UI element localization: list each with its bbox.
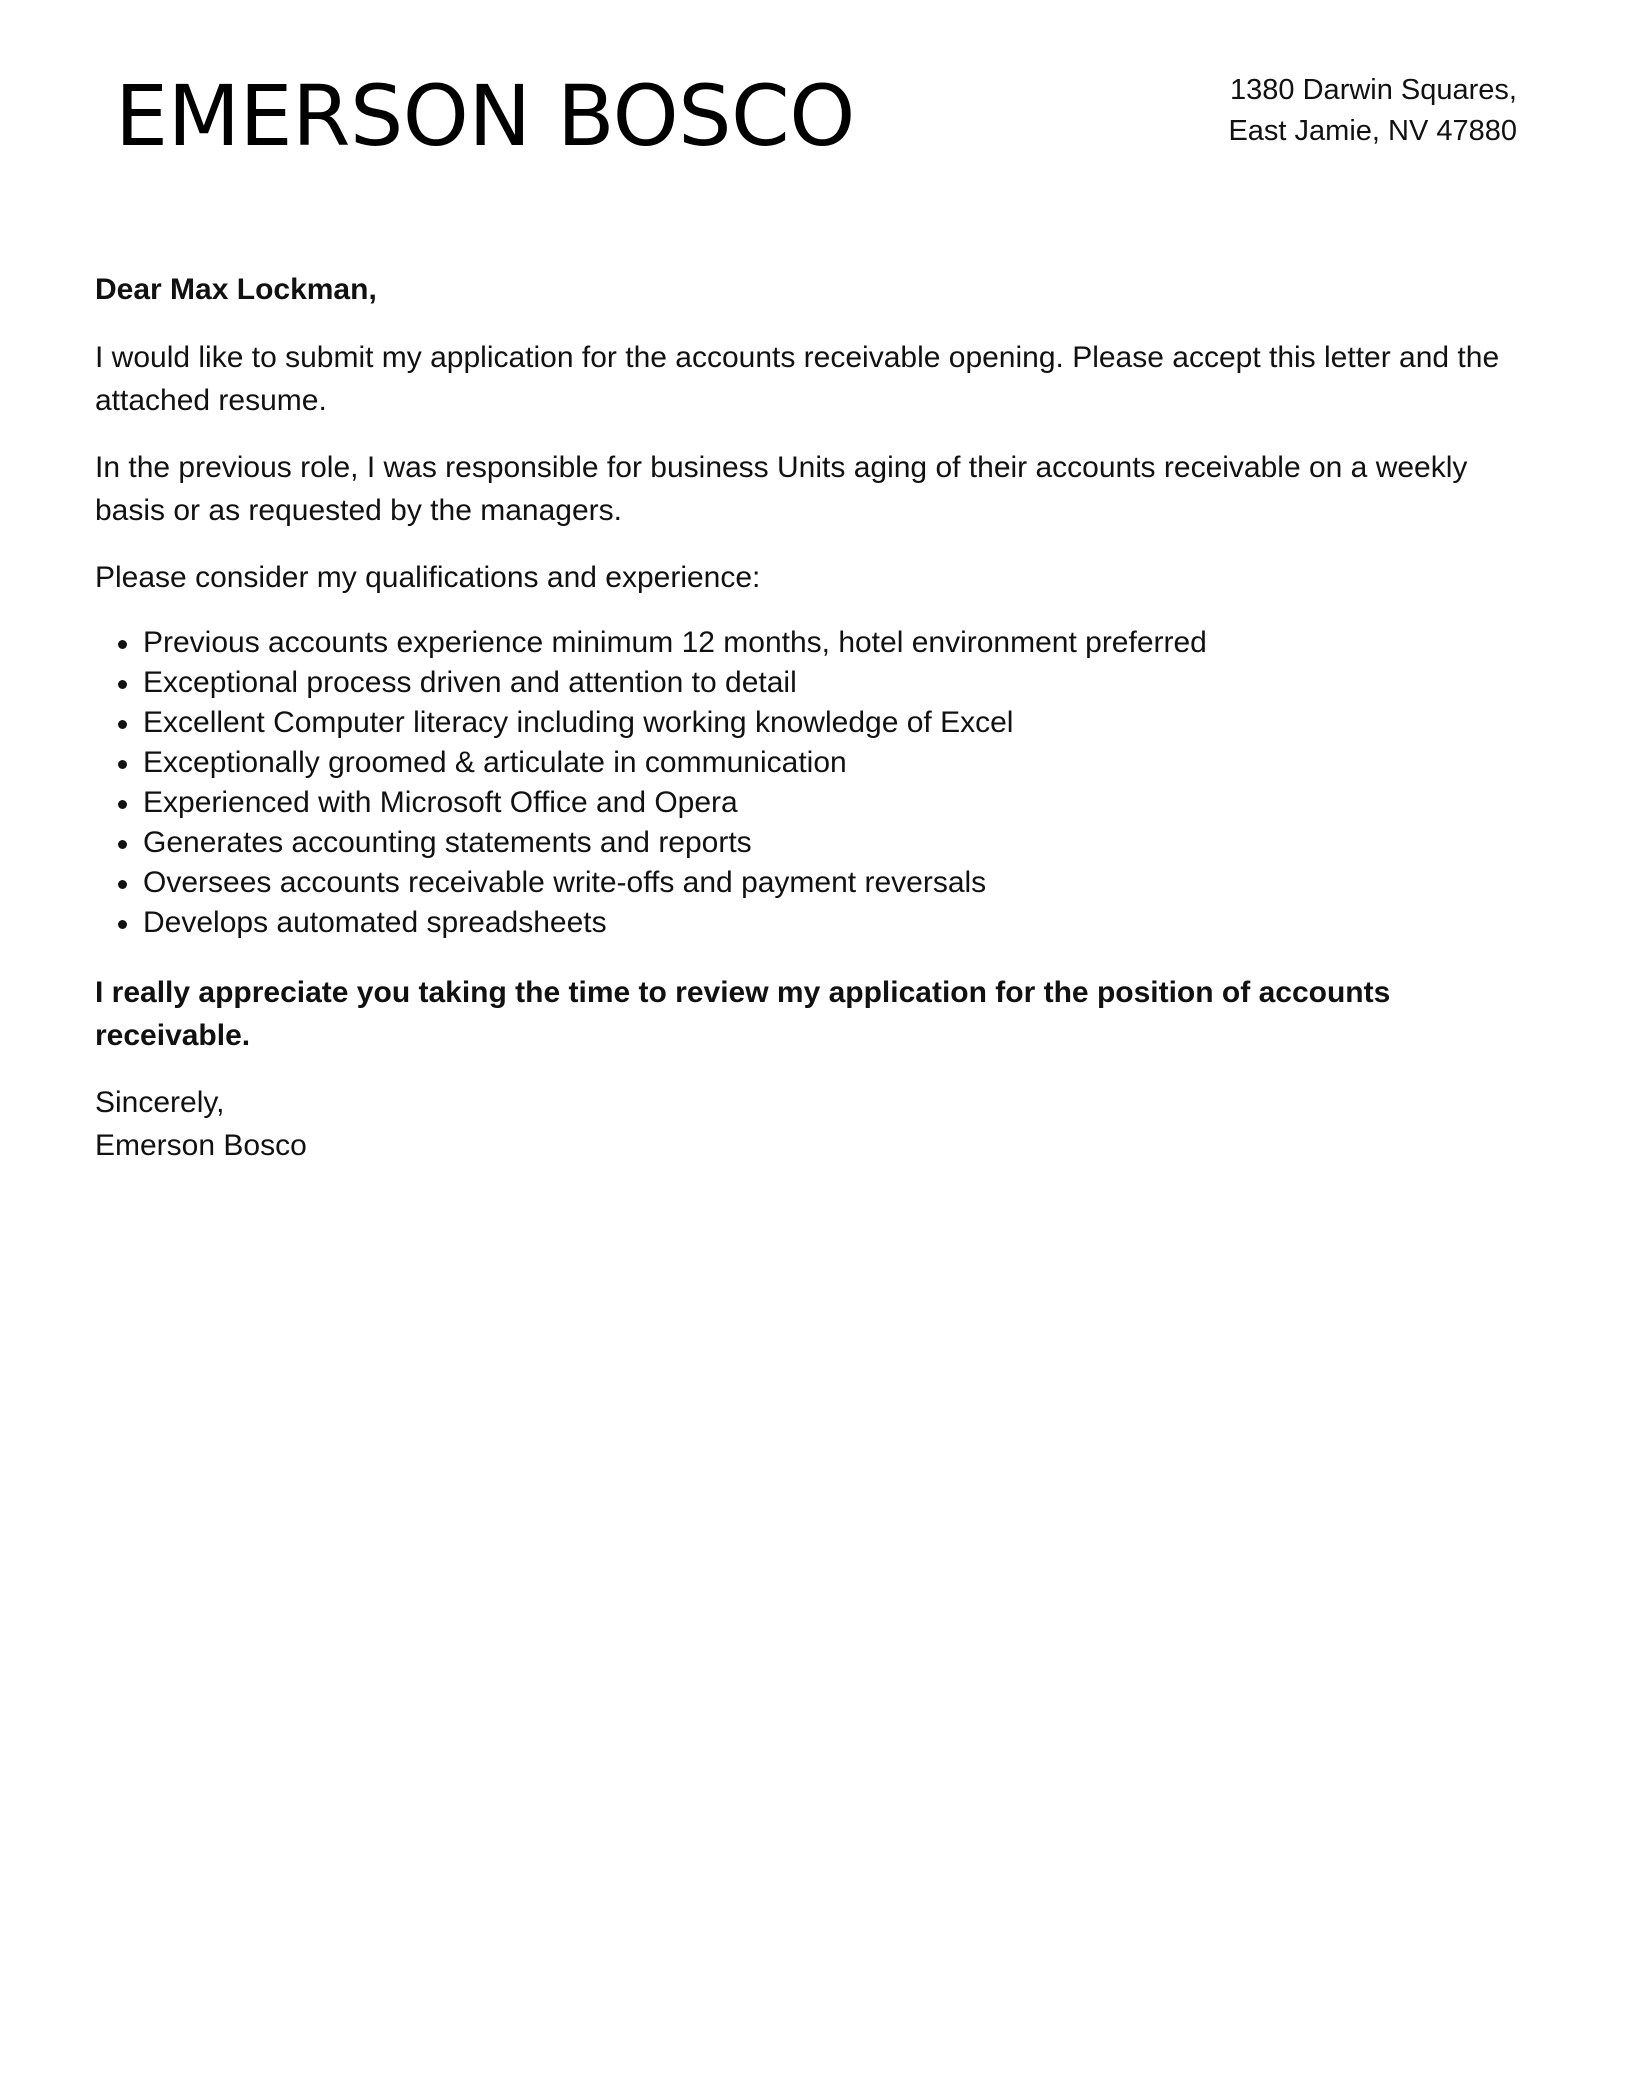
closing-statement: I really appreciate you taking the time to review my application for the position of accounts receivable.	[95, 976, 1391, 1052]
list-item	[95, 703, 1540, 743]
bullet-icon	[118, 760, 127, 769]
bullet-icon	[118, 880, 127, 889]
experience-paragraph: In the previous role, I was responsible for business Units aging of their accounts receivable on a weekly basis or as requested by the managers.	[95, 451, 1468, 527]
list-item-text: Excellent Computer literacy including working knowledge of Excel	[143, 706, 1014, 739]
list-item-text: Develops automated spreadsheets	[143, 906, 607, 939]
list-item	[95, 903, 1540, 943]
bullet-icon	[118, 920, 127, 929]
list-item-text: Exceptional process driven and attention to detail	[143, 666, 797, 699]
signoff	[95, 1081, 1540, 1167]
list-item	[95, 623, 1540, 663]
bullet-icon	[118, 640, 127, 649]
bullet-icon	[118, 840, 127, 849]
signature-name: Emerson Bosco	[95, 1129, 307, 1162]
bullet-icon	[118, 680, 127, 689]
qualifications-list	[95, 623, 1540, 943]
list-item-text: Exceptionally groomed & articulate in communication	[143, 746, 847, 779]
list-item	[95, 783, 1540, 823]
list-item-text: Experienced with Microsoft Office and Opera	[143, 786, 738, 819]
address-line-1: 1380 Darwin Squares,	[1230, 74, 1517, 106]
qualifications-intro: Please consider my qualifications and experience:	[95, 561, 761, 594]
intro-paragraph: I would like to submit my application for the accounts receivable opening. Please accept this letter and the attached resume.	[95, 341, 1500, 417]
bullet-icon	[118, 800, 127, 809]
applicant-address	[1228, 70, 1517, 152]
list-item	[95, 663, 1540, 703]
bullet-icon	[118, 720, 127, 729]
list-item	[95, 743, 1540, 783]
list-item-text: Generates accounting statements and reports	[143, 826, 752, 859]
letter-body	[95, 268, 1540, 1167]
list-item-text: Oversees accounts receivable write-offs and payment reversals	[143, 866, 987, 899]
list-item	[95, 863, 1540, 903]
list-item	[95, 823, 1540, 863]
list-item-text: Previous accounts experience minimum 12 months, hotel environment preferred	[143, 626, 1207, 659]
address-line-2: East Jamie, NV 47880	[1228, 115, 1517, 147]
applicant-name: EMERSON BOSCO	[115, 67, 855, 165]
salutation: Dear Max Lockman,	[95, 273, 377, 306]
signoff-phrase: Sincerely,	[95, 1086, 225, 1119]
